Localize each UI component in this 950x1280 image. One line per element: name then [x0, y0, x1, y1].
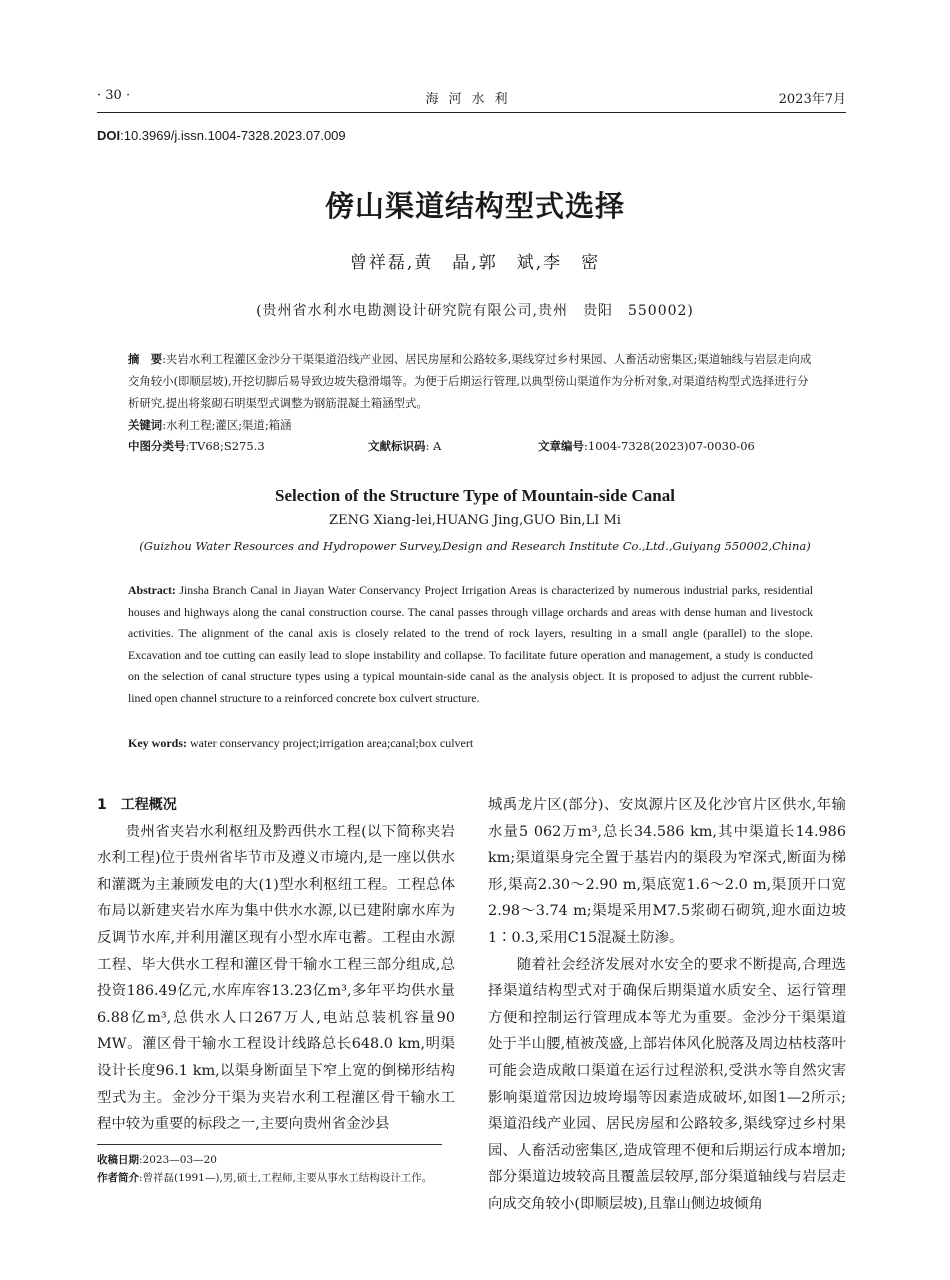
- article-number: 文章编号:1004-7328(2023)07-0030-06: [538, 439, 755, 453]
- chinese-abstract: [128, 348, 818, 436]
- header-rule: [97, 112, 846, 113]
- keywords-label: 关键词: [128, 418, 163, 432]
- page-number: · 30 ·: [97, 88, 131, 103]
- english-keywords-text: water conservancy project;irrigation area;canal;box culvert: [187, 736, 474, 750]
- abstract-text: :夹岩水利工程灌区金沙分干渠渠道沿线产业园、居民房屋和公路较多,渠线穿过乡村果园、人畜活动密集区;渠道轴线与岩层走向成交角较小(即顺层坡),开挖切脚后易导致边坡失稳滑塌等。为便于后期运行管理,以典型傍山渠道作为分析对象,对渠道结构型式选择进行分析研究,提出将浆砌石明渠型式调整为钢筋混凝土箱涵型式。: [128, 352, 812, 410]
- section-heading: 1 工程概况: [97, 797, 177, 813]
- english-keywords-label: Key words:: [128, 736, 187, 750]
- body-right-column: [488, 792, 846, 1218]
- doi-value: :10.3969/j.issn.1004-7328.2023.07.009: [120, 128, 346, 143]
- running-header: [97, 88, 846, 110]
- keywords-text: :水利工程;灌区;渠道;箱涵: [162, 418, 292, 432]
- issue-date: 2023年7月: [778, 92, 846, 107]
- affiliation: (贵州省水利水电勘测设计研究院有限公司,贵州 贵阳 550002): [256, 303, 694, 319]
- body-paragraph: 贵州省夹岩水利枢纽及黔西供水工程(以下简称夹岩水利工程)位于贵州省毕节市及遵义市境内,是一座以供水和灌溉为主兼顾发电的大(1)型水利枢纽工程。工程总体布局以新建夹岩水库为集中供水水源,以已建附廓水库为反调节水库,并利用灌区现有小型水库屯蓄。工程由水源工程、毕大供水工程和灌区骨干输水工程三部分组成,总投资186.49亿元,水库库容13.23亿m³,多年平均供水量6.88亿m³,总供水人口267万人,电站总装机容量90 MW。灌区骨干输水工程设计线路总长648.0 km,明渠设计长度96.1 km,以渠身断面呈下窄上宽的倒梯形结构型式为主。金沙分干渠为夹岩水利工程灌区骨干输水工程中较为重要的标段之一,主要向贵州省金沙县: [97, 823, 455, 1133]
- body-paragraph: 城禹龙片区(部分)、安岚源片区及化沙官片区供水,年输水量5 062万m³,总长34.586 km,其中渠道长14.986 km;渠道渠身完全置于基岩内的渠段为窄深式,断面为梯形,渠高2.30～2.90 m,渠底宽1.6～2.0 m,渠顶开口宽2.98～3.74 m;渠堤采用M7.5浆砌石砌筑,迎水面边坡1∶0.3,采用C15混凝土防渗。: [488, 797, 846, 946]
- english-title: Selection of the Structure Type of Mountain-side Canal: [275, 486, 675, 505]
- body-paragraph: 随着社会经济发展对水安全的要求不断提高,合理选择渠道结构型式对于确保后期渠道水质安全、运行管理方便和控制运行管理成本等尤为重要。金沙分干渠渠道处于半山腰,植被茂盛,上部岩体风化脱落及周边枯枝落叶可能会造成敞口渠道在运行过程淤积,受洪水等自然灾害影响渠道常因边坡垮塌等因素造成破坏,如图1—2所示;渠道沿线产业园、居民房屋和公路较多,渠线穿过乡村果园、人畜活动密集区,造成管理不便和后期运行成本增加;部分渠道边坡较高且覆盖层较厚,部分渠道轴线与岩层走向成交角较小(即顺层坡),且靠山侧边坡倾角: [488, 956, 846, 1212]
- english-abstract: [128, 580, 813, 709]
- doi-line: [97, 128, 346, 143]
- english-keywords: [128, 736, 818, 751]
- english-abstract-label: Abstract:: [128, 583, 176, 597]
- doi-label: DOI: [97, 128, 121, 143]
- document-code: 文献标识码: A: [368, 439, 442, 453]
- classification-row: [128, 438, 818, 458]
- body-left-column: [97, 792, 455, 1138]
- english-affiliation: (Guizhou Water Resources and Hydropower Survey,Design and Research Institute Co.,Ltd.,Guiyang 550002,China): [139, 539, 811, 553]
- author-list: 曾祥磊,黄 晶,郭 斌,李 密: [349, 253, 601, 273]
- author-bio: 作者简介:曾祥磊(1991—),男,硕士,工程师,主要从事水工结构设计工作。: [97, 1172, 433, 1184]
- abstract-label: 摘 要: [128, 352, 163, 366]
- paper-title: 傍山渠道结构型式选择: [324, 189, 625, 223]
- journal-name: 海河水利: [425, 92, 518, 107]
- footnote-rule: [97, 1144, 442, 1145]
- clc-code: 中图分类号:TV68;S275.3: [128, 439, 265, 453]
- english-abstract-text: Jinsha Branch Canal in Jiayan Water Conservancy Project Irrigation Areas is characterized by numerous industrial parks, residential houses and highways along the canal construction course. The canal passes through village orchards and areas with dense human and livestock activities. The alignment of the canal axis is closely related to the trend of rock layers, resulting in a small angle (parallel) to the slope. Excavation and toe cutting can easily lead to slope instability and collapse. To facilitate future operation and management, a study is conducted on the selection of canal structure types using a typical mountain-side canal as the analysis object. It is proposed to adjust the current rubble-lined open channel structure to a reinforced concrete box culvert structure.: [128, 583, 813, 705]
- english-authors: ZENG Xiang-lei,HUANG Jing,GUO Bin,LI Mi: [329, 513, 621, 528]
- received-date: 收稿日期:2023—03—20: [97, 1154, 217, 1166]
